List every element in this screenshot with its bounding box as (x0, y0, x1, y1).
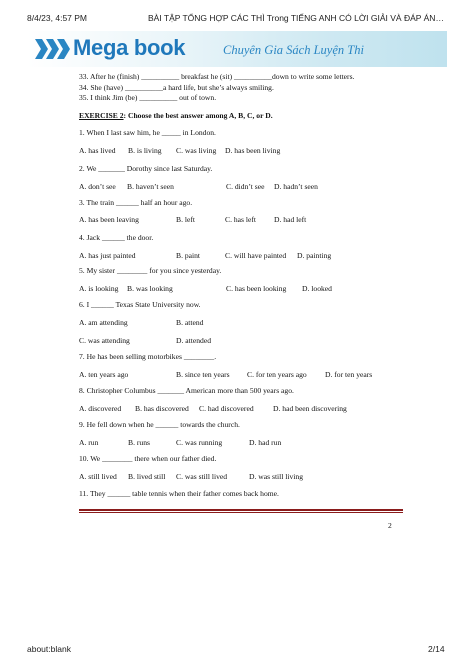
option: D. painting (297, 251, 332, 260)
option: B. haven’t seen (127, 182, 174, 191)
question: 4. Jack ______ the door. (79, 233, 154, 242)
exercise-label: EXERCISE 2 (79, 111, 124, 120)
option: C. didn’t see (226, 182, 265, 191)
print-footer (0, 640, 474, 660)
megabook-banner (27, 31, 447, 67)
option: B. has discovered (135, 404, 189, 413)
option: A. still lived (79, 472, 117, 481)
option: C. was living (176, 146, 217, 155)
print-doc-title: BÀI TẬP TỔNG HỢP CÁC THÌ Trong TIẾNG ANH CÓ LỜI GIẢI VÀ ĐÁP ÁN… (148, 13, 444, 23)
option: C. for ten years ago (247, 370, 307, 379)
question: 10. We ________ there when our father died. (79, 454, 217, 463)
option: D. was still living (249, 472, 304, 481)
option: A. don’t see (79, 182, 116, 191)
option: A. is looking (79, 284, 119, 293)
option: A. has been leaving (79, 215, 139, 224)
option: D. had been discovering (273, 404, 347, 413)
question: 3. The train ______ half an hour ago. (79, 198, 193, 207)
question: 1. When I last saw him, he _____ in London. (79, 128, 216, 137)
question: 11. They ______ table tennis when their father comes back home. (79, 489, 279, 498)
exercise-instruction: : Choose the best answer among A, B, C, or D. (123, 111, 273, 120)
option: B. attend (176, 318, 204, 327)
option: B. since ten years (176, 370, 230, 379)
option: D. attended (176, 336, 212, 345)
page-divider (79, 509, 403, 511)
option: A. has just painted (79, 251, 136, 260)
brand-tagline: Chuyên Gia Sách Luyện Thi (223, 43, 364, 57)
option: C. has been looking (226, 284, 287, 293)
question: 8. Christopher Columbus _______ American more than 500 years ago. (79, 386, 294, 395)
option: B. is living (128, 146, 162, 155)
option: A. am attending (79, 318, 128, 327)
prev-item: 33. After he (finish) __________ breakfast he (sit) __________down to write some letters. (79, 72, 355, 81)
option: B. was looking (127, 284, 173, 293)
option: B. paint (176, 251, 201, 260)
option: C. has left (225, 215, 257, 224)
exercise-title (79, 111, 273, 120)
option: C. was still lived (176, 472, 228, 481)
option: C. was running (176, 438, 223, 447)
brand-name: Mega book (73, 35, 186, 60)
question: 7. He has been selling motorbikes ________. (79, 352, 217, 361)
option: C. had discovered (199, 404, 254, 413)
option: D. hadn’t seen (274, 182, 318, 191)
option: D. looked (302, 284, 332, 293)
print-header (0, 0, 474, 30)
option: D. for ten years (325, 370, 373, 379)
question: 5. My sister ________ for you since yesterday. (79, 266, 222, 275)
page-divider-thin (79, 512, 403, 513)
option: B. left (176, 215, 195, 224)
option: D. has been living (225, 146, 281, 155)
prev-item: 34. She (have) __________a hard life, but she’s always smiling. (79, 83, 274, 92)
option: A. ten years ago (79, 370, 129, 379)
option: C. will have painted (225, 251, 287, 260)
option: B. runs (128, 438, 150, 447)
option: A. has lived (79, 146, 116, 155)
chevron-logo-icon (35, 39, 71, 59)
question: 6. I ______ Texas State University now. (79, 300, 201, 309)
print-page-count: 2/14 (428, 644, 445, 654)
option: C. was attending (79, 336, 130, 345)
option: B. lived still (128, 472, 166, 481)
prev-item: 35. I think Jim (be) __________ out of town. (79, 93, 217, 102)
question: 9. He fell down when he ______ towards the church. (79, 420, 240, 429)
option: D. had left (274, 215, 307, 224)
option: A. run (79, 438, 99, 447)
print-datetime: 8/4/23, 4:57 PM (27, 13, 88, 23)
page-number: 2 (388, 521, 392, 530)
print-url: about:blank (27, 644, 71, 654)
question: 2. We _______ Dorothy since last Saturday. (79, 164, 213, 173)
option: A. discovered (79, 404, 122, 413)
option: D. had run (249, 438, 282, 447)
